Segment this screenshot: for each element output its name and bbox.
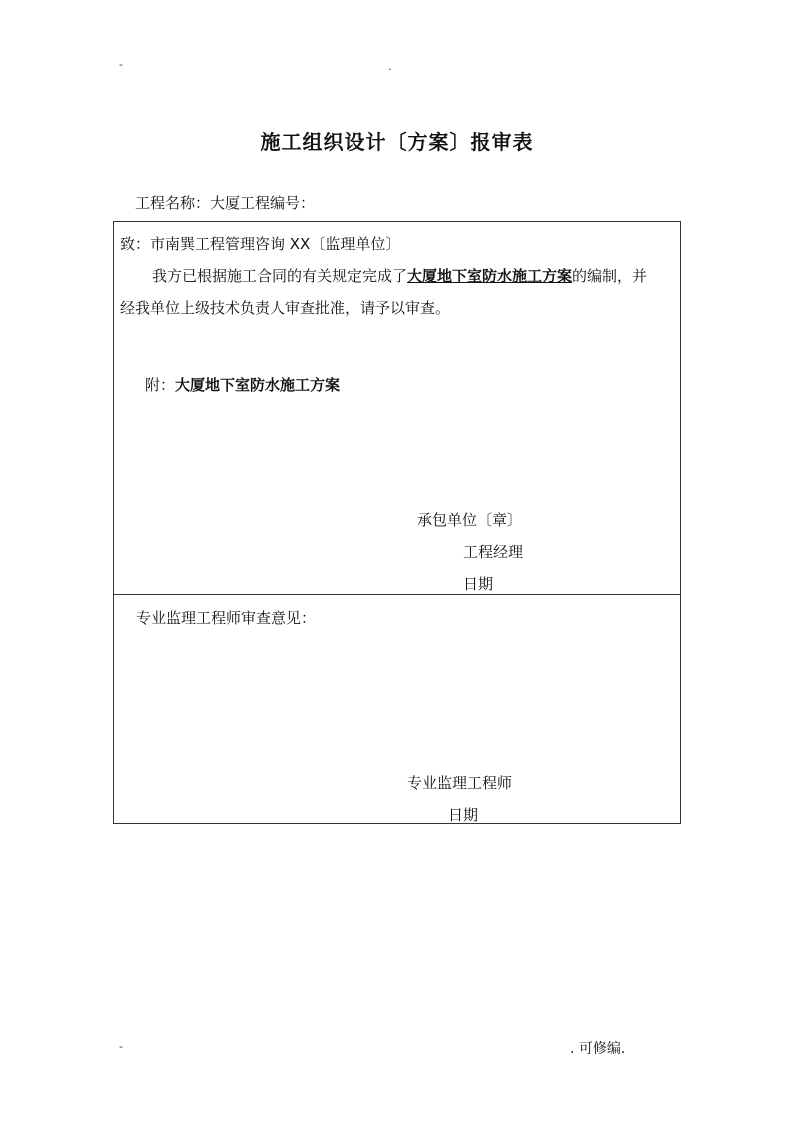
- plan-name-underlined: 大厦地下室防水施工方案: [407, 267, 573, 285]
- date-label-2: 日期: [448, 806, 479, 824]
- header-center-mark: .: [388, 60, 392, 73]
- attachment-label: 附：: [145, 376, 176, 394]
- body-prefix: 我方已根据施工合同的有关规定完成了: [152, 267, 408, 285]
- body-suffix: 的编制，并: [572, 267, 648, 285]
- supervising-engineer-label: 专业监理工程师: [407, 774, 513, 792]
- project-name-line: 工程名称：大厦工程编号：: [135, 194, 316, 212]
- body-line-2: 经我单位上级技术负责人审查批准，请予以审查。: [120, 299, 451, 317]
- attachment-plan-name: 大厦地下室防水施工方案: [175, 376, 341, 394]
- review-opinion-label: 专业监理工程师审查意见：: [136, 609, 317, 627]
- recipient-line: 致：市南巽工程管理咨询 XX〔监理单位〕: [120, 235, 401, 253]
- attachment-line: [145, 374, 340, 395]
- body-line-1: [152, 265, 647, 286]
- contractor-seal-label: 承包单位〔章〕: [417, 511, 523, 529]
- footer-left-mark: -: [119, 1040, 123, 1053]
- document-title: 施工组织设计〔方案〕报审表: [260, 130, 534, 154]
- section-divider: [113, 594, 681, 595]
- header-left-mark: -: [119, 58, 123, 71]
- project-manager-label: 工程经理: [463, 543, 524, 561]
- date-label-1: 日期: [463, 575, 494, 593]
- footer-editable-note: . 可修编.: [570, 1041, 626, 1057]
